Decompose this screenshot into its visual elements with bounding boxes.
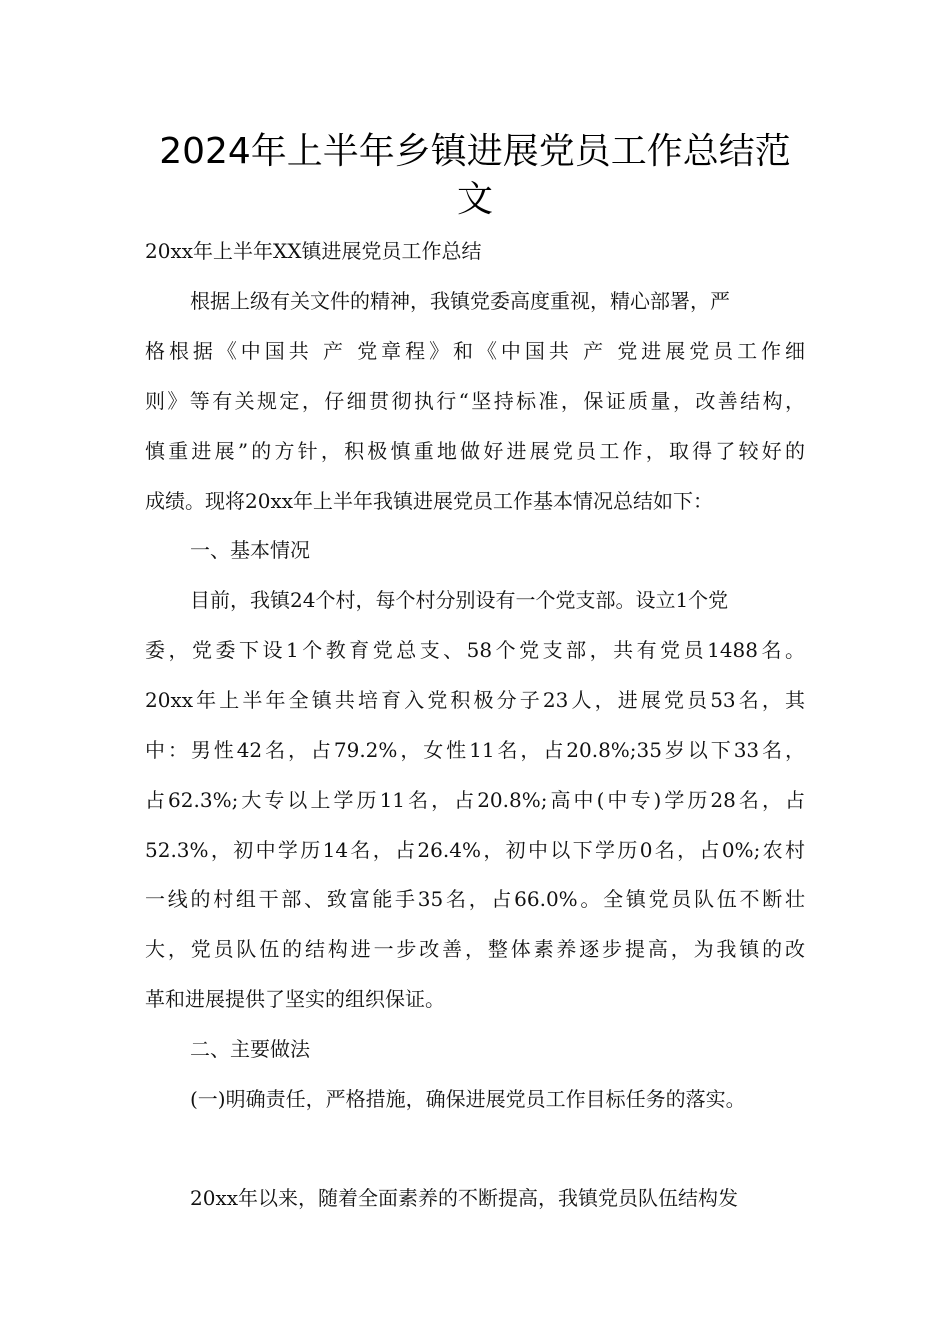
section1-line-7: 一线的村组干部、致富能手35名，占66.0%。全镇党员队伍不断壮 [145, 887, 805, 911]
document-title-line-2: 文 [456, 179, 493, 220]
section1-line-5: 占62.3%;大专以上学历11名，占20.8%;高中(中专)学历28名，占 [145, 788, 805, 812]
section1-line-2: 委，党委下设1个教育党总支、58个党支部，共有党员1488名。 [145, 638, 805, 662]
document-title-line-1: 2024年上半年乡镇进展党员工作总结范 [159, 131, 791, 172]
section1-line-6: 52.3%，初中学历14名，占26.4%，初中以下学历0名，占0%;农村 [145, 838, 805, 862]
subsection1-heading: (一)明确责任，严格措施，确保进展党员工作目标任务的落实。 [190, 1087, 746, 1111]
intro-line-4: 慎重进展”的方针，积极慎重地做好进展党员工作，取得了较好的 [145, 439, 805, 463]
section1-heading: 一、基本情况 [190, 538, 310, 562]
document-subtitle: 20xx年上半年XX镇进展党员工作总结 [145, 239, 482, 263]
section1-line-8: 大，党员队伍的结构进一步改善，整体素养逐步提高，为我镇的改 [145, 937, 805, 961]
intro-line-1: 根据上级有关文件的精神，我镇党委高度重视，精心部署，严 [190, 289, 730, 313]
section1-line-9: 革和进展提供了坚实的组织保证。 [145, 987, 445, 1011]
section2-heading: 二、主要做法 [190, 1037, 310, 1061]
section1-line-1: 目前，我镇24个村，每个村分别设有一个党支部。设立1个党 [190, 588, 729, 612]
intro-line-2: 格根据《中国共 产 党章程》和《中国共 产 党进展党员工作细 [145, 339, 805, 363]
intro-line-5: 成绩。现将20xx年上半年我镇进展党员工作基本情况总结如下： [145, 489, 714, 513]
intro-line-3: 则》等有关规定，仔细贯彻执行“坚持标准，保证质量，改善结构， [145, 389, 805, 413]
section1-line-4: 中：男性42名，占79.2%，女性11名，占20.8%;35岁以下33名， [145, 738, 805, 762]
section1-line-3: 20xx年上半年全镇共培育入党积极分子23人，进展党员53名，其 [145, 688, 805, 712]
closing-line: 20xx年以来，随着全面素养的不断提高，我镇党员队伍结构发 [190, 1186, 739, 1210]
